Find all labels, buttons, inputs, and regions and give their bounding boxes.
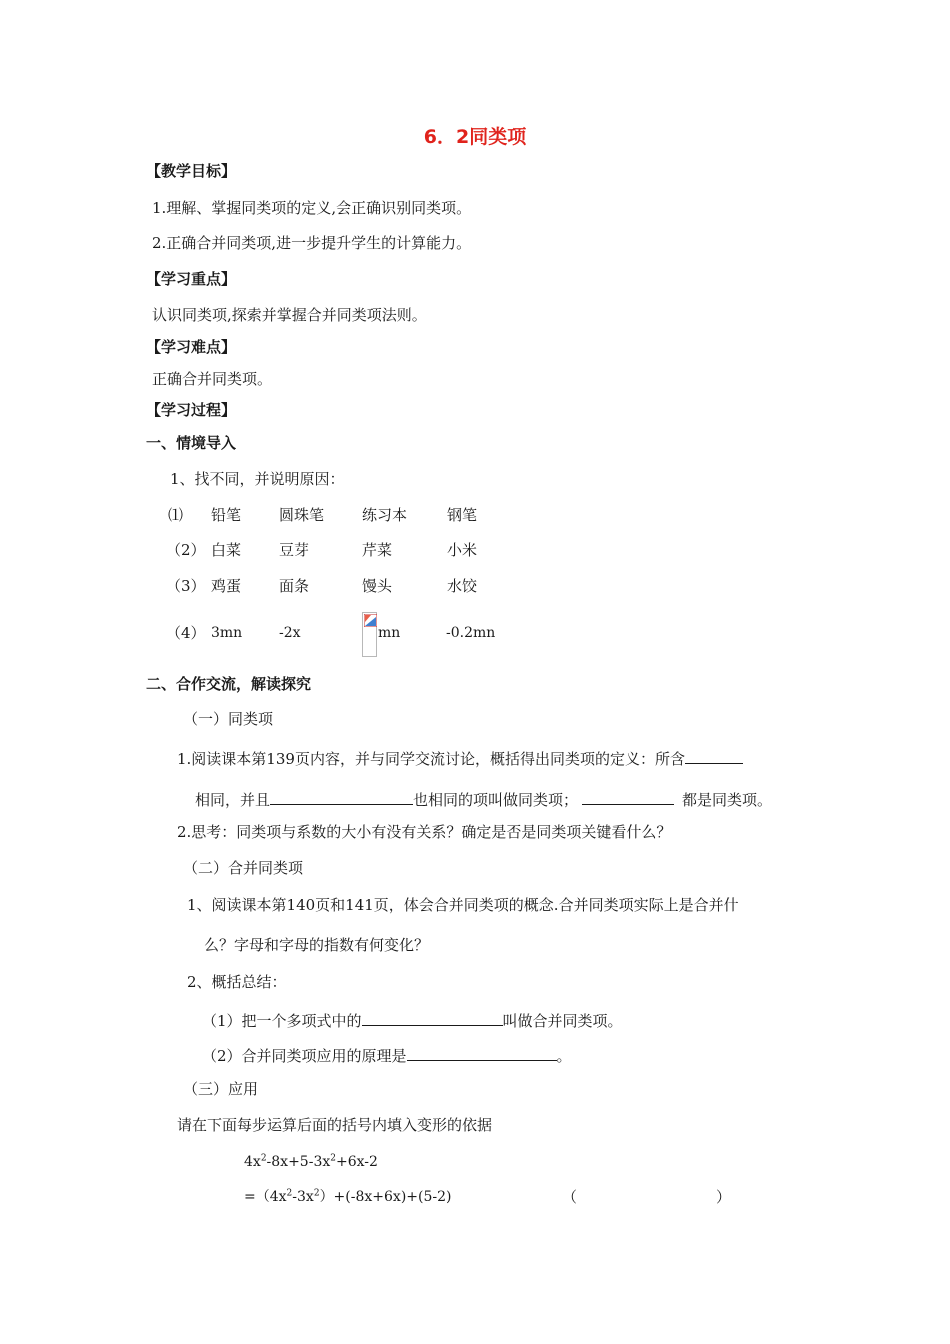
question-4-2 [202, 1046, 572, 1064]
table-cell: 3mn [211, 625, 243, 641]
part1-prompt: 1、找不同，并说明原因： [170, 470, 345, 488]
table-cell: -2x [279, 625, 301, 641]
answer-blank[interactable] [270, 790, 413, 805]
objective-item-1: 1.理解、掌握同类项的定义,会正确识别同类项。 [152, 199, 472, 217]
objectives-heading: 【教学目标】 [146, 162, 237, 180]
question-1-line-1 [177, 749, 743, 767]
table-cell: -0.2mn [446, 625, 496, 641]
table-cell: 小米 [447, 541, 478, 559]
row-number: （3） [166, 577, 206, 595]
row-number: （2） [166, 541, 206, 559]
question-text: （2）合并同类项应用的原理是 [202, 1047, 407, 1065]
process-heading: 【学习过程】 [146, 401, 237, 419]
row-number: ⑴ [168, 506, 184, 524]
table-cell: 鸡蛋 [211, 577, 242, 595]
question-text: 都是同类项。 [682, 791, 773, 809]
question-text: 1.阅读课本第139页内容，并与同学交流讨论，概括得出同类项的定义：所含 [177, 750, 685, 768]
table-cell: 练习本 [362, 506, 408, 524]
question-text: 。 [556, 1047, 572, 1065]
question-3-line-1: 1、阅读课本第140页和141页，体会合并同类项的概念.合并同类项实际上是合并什 [187, 896, 739, 914]
key-points-heading: 【学习重点】 [146, 270, 237, 288]
answer-blank[interactable] [362, 1011, 503, 1026]
table-cell: 馒头 [362, 577, 393, 595]
part1-heading: 一、情境导入 [146, 434, 237, 452]
subsection-combine: （二）合并同类项 [183, 859, 304, 877]
answer-blank[interactable] [407, 1046, 557, 1061]
table-cell: mn [378, 625, 401, 641]
question-1-line-2 [195, 790, 772, 808]
question-text: 也相同的项叫做同类项； [413, 791, 579, 809]
reason-paren-close: ） [716, 1188, 732, 1206]
table-cell: 铅笔 [211, 506, 242, 524]
table-cell: 圆珠笔 [279, 506, 325, 524]
answer-blank[interactable] [685, 749, 743, 764]
part2-heading: 二、合作交流，解读探究 [146, 675, 312, 693]
question-2: 2.思考：同类项与系数的大小有没有关系？确定是否是同类项关键看什么？ [177, 823, 672, 841]
table-cell: 芹菜 [362, 541, 393, 559]
key-points-text: 认识同类项,探索并掌握合并同类项法则。 [152, 306, 427, 324]
question-3-line-2: 么？字母和字母的指数有何变化？ [204, 936, 430, 954]
subsection-same-terms: （一）同类项 [183, 710, 274, 728]
question-text: 叫做合并同类项。 [502, 1012, 623, 1030]
expression-2: $=(4x^2-3x^2)+(-8x+6x)+(5-2)$ [244, 1188, 452, 1205]
difficulties-heading: 【学习难点】 [146, 338, 237, 356]
question-text: （1）把一个多项式中的 [202, 1012, 362, 1030]
page-title: 6．2同类项 [423, 126, 527, 148]
subsection-apply: （三）应用 [183, 1080, 259, 1098]
table-cell: 豆芽 [279, 541, 310, 559]
answer-blank[interactable] [582, 790, 674, 805]
difficulties-text: 正确合并同类项。 [152, 370, 273, 388]
row-number: （4） [166, 624, 206, 642]
expression-1: $4x^2-8x+5-3x^2+6x-2$ [244, 1153, 378, 1170]
table-cell: 钢笔 [447, 506, 478, 524]
table-cell: 白菜 [211, 541, 242, 559]
question-text: 相同，并且 [195, 791, 271, 809]
reason-answer-field[interactable] [578, 1186, 718, 1206]
question-4-1 [202, 1011, 623, 1029]
reason-paren-open: （ [562, 1188, 578, 1206]
table-cell: 水饺 [447, 577, 478, 595]
table-cell: 面条 [279, 577, 310, 595]
objective-item-2: 2.正确合并同类项,进一步提升学生的计算能力。 [152, 234, 472, 252]
broken-image-icon [362, 612, 377, 657]
question-4: 2、概括总结： [187, 973, 287, 991]
instruction: 请在下面每步运算后面的括号内填入变形的依据 [177, 1116, 493, 1134]
